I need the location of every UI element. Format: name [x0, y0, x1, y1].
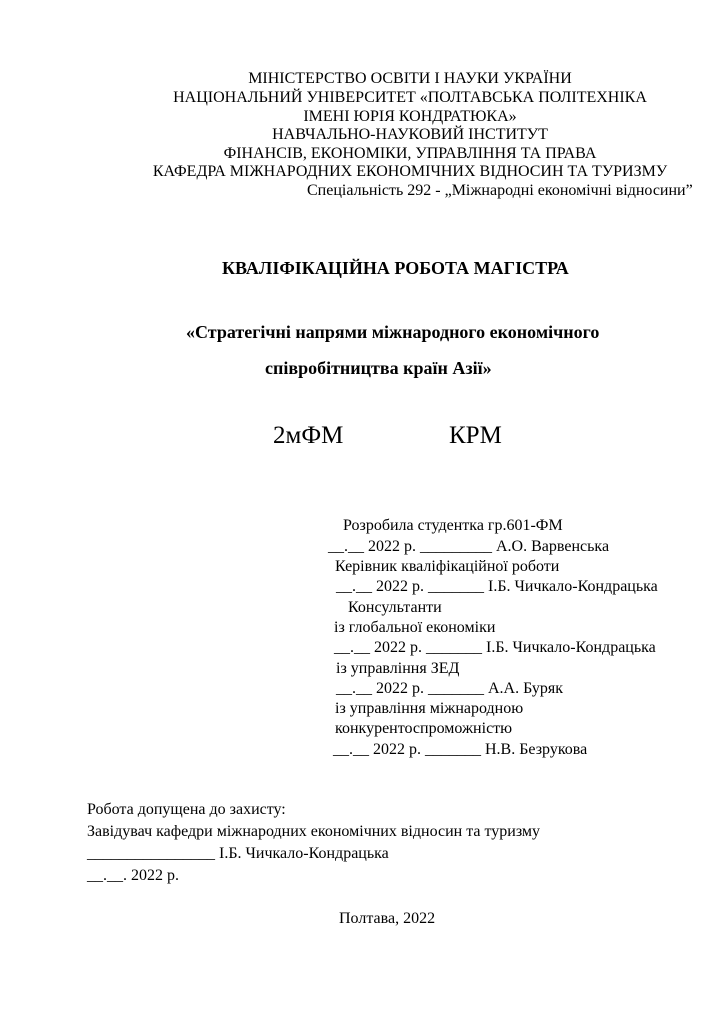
topic-line-1: «Стратегічні напрями міжнародного економічного	[186, 322, 600, 342]
signature-line: __.__ 2022 р. _______ Н.В. Безрукова	[333, 741, 588, 758]
signature-line: конкурентоспроможністю	[335, 720, 513, 737]
signature-line: із глобальної економіки	[334, 619, 496, 636]
approval-line: Завідувач кафедри міжнародних економічних відносин та туризму	[87, 823, 541, 840]
group-code: 2мФМ	[273, 422, 344, 449]
topic-line-2: співробітництва країн Азії»	[265, 358, 492, 378]
institute-line: НАВЧАЛЬНО-НАУКОВИЙ ІНСТИТУТ	[272, 126, 548, 143]
specialty-line: Спеціальність 292 - „Міжнародні економічні відносини”	[307, 182, 693, 199]
signature-line: __.__ 2022 р. _______ А.А. Буряк	[336, 680, 564, 697]
signature-line: __.__ 2022 р. _______ І.Б. Чичкало-Кондрацька	[334, 639, 656, 656]
department-line: КАФЕДРА МІЖНАРОДНИХ ЕКОНОМІЧНИХ ВІДНОСИН ТА ТУРИЗМУ	[152, 163, 668, 180]
signature-line: Розробила студентка гр.601-ФМ	[343, 517, 563, 534]
signature-line: __.__ 2022 р. _________ А.О. Варвенська	[328, 538, 610, 555]
signature-line: із управління ЗЕД	[336, 660, 460, 677]
university-line-2: ІМЕНІ ЮРІЯ КОНДРАТЮКА»	[303, 108, 517, 125]
university-line: НАЦІОНАЛЬНИЙ УНІВЕРСИТЕТ «ПОЛТАВСЬКА ПОЛІТЕХНІКА	[173, 89, 647, 106]
approval-line: __.__. 2022 р.	[87, 867, 179, 884]
document-title: КВАЛІФІКАЦІЙНА РОБОТА МАГІСТРА	[222, 258, 569, 278]
ministry-line: МІНІСТЕРСТВО ОСВІТИ І НАУКИ УКРАЇНИ	[248, 70, 572, 87]
institute-line-2: ФІНАНСІВ, ЕКОНОМІКИ, УПРАВЛІННЯ ТА ПРАВА	[223, 145, 597, 162]
signature-line: із управління міжнародною	[335, 700, 524, 717]
approval-line: ________________ І.Б. Чичкало-Кондрацька	[87, 845, 389, 862]
approval-line: Робота допущена до захисту:	[87, 801, 286, 818]
work-type-code: КРМ	[449, 422, 502, 449]
signature-line: Консультанти	[348, 599, 442, 616]
place-year: Полтава, 2022	[339, 910, 436, 927]
signature-line: __.__ 2022 р. _______ І.Б. Чичкало-Кондрацька	[336, 578, 658, 595]
signature-line: Керівник кваліфікаційної роботи	[335, 558, 560, 575]
